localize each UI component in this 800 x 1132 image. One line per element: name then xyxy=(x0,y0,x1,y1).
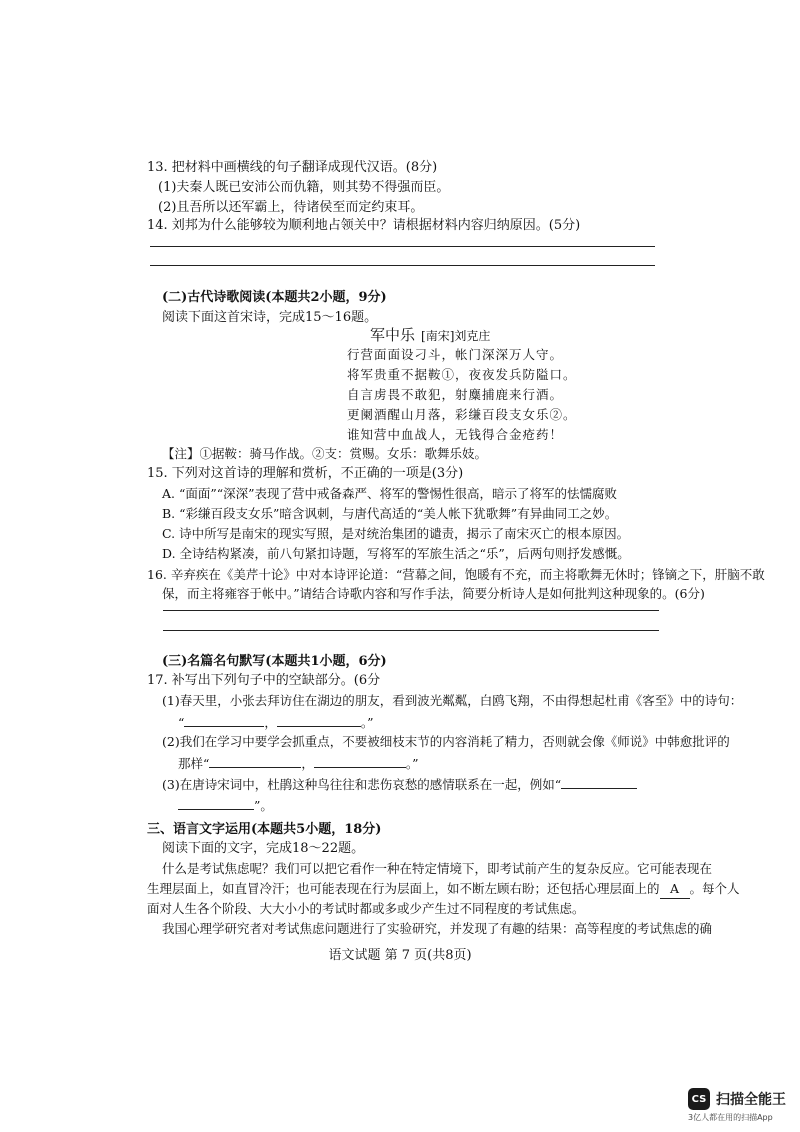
scanner-app-name: 扫描全能王 xyxy=(716,1092,786,1108)
passage-line: 什么是考试焦虑呢？我们可以把它看作一种在特定情境下，即考试前产生的复杂反应。它可能表现在 xyxy=(162,861,713,876)
answer-line xyxy=(150,265,655,266)
section2-title: (二)古代诗歌阅读(本题共2小题，9分) xyxy=(162,290,387,305)
poem-line: 行营面面设刁斗，帐门深深万人守。 xyxy=(347,347,564,362)
open-quote: “ xyxy=(178,715,185,730)
q17-part3-text: (3)在唐诗宋词中，杜鹃这种鸟往往和悲伤哀愁的感情联系在一起，例如“ xyxy=(162,777,562,792)
scanner-logo xyxy=(688,1086,786,1112)
scanner-tagline: 3亿人都在用的扫描App xyxy=(688,1113,773,1122)
q13-stem: 13. 把材料中画横线的句子翻译成现代汉语。(8分) xyxy=(147,160,438,175)
blank-field[interactable] xyxy=(209,754,301,768)
part3-title: 三、语言文字运用(本题共5小题，18分) xyxy=(147,822,382,837)
poem-line: 将军贵重不据鞍①，夜夜发兵防隘口。 xyxy=(347,367,577,382)
section3-title: (三)名篇名句默写(本题共1小题，6分) xyxy=(162,654,387,669)
poem-title-text: 军中乐 xyxy=(370,326,416,344)
blank-a: A xyxy=(660,880,690,899)
blank-field[interactable] xyxy=(314,754,406,768)
blank-field[interactable] xyxy=(561,775,637,789)
q15-option-d: D. 全诗结构紧凑，前八句紧扣诗题，写将军的军旅生活之“乐”，后两句则抒发感慨。 xyxy=(162,546,630,561)
q17-part1: (1)春天里，小张去拜访住在湖边的朋友，看到波光粼粼，白鸥飞翔，不由得想起杜甫《客至》中的诗句： xyxy=(162,693,743,708)
part3-intro: 阅读下面的文字，完成18～22题。 xyxy=(162,841,365,856)
q17-part3 xyxy=(162,775,637,794)
q17-part1-blanks xyxy=(178,713,374,732)
poem-line: 自言虏畏不敢犯，射麋捕鹿来行酒。 xyxy=(347,387,564,402)
answer-line xyxy=(163,630,659,631)
q15-stem: 15. 下列对这首诗的理解和赏析，不正确的一项是(3分) xyxy=(147,466,464,481)
q16-line-1: 16. 辛弃疾在《美芹十论》中对本诗评论道：“营幕之间，饱暖有不充，而主将歌舞无休时；锋镝之下，肝脑不敢 xyxy=(147,567,765,582)
poem-note: 【注】①据鞍：骑马作战。②支：赏赐。女乐：歌舞乐妓。 xyxy=(162,446,488,461)
q15-option-b: B. “彩缣百段支女乐”暗含讽刺，与唐代高适的“美人帐下犹歌舞”有异曲同工之妙。 xyxy=(162,506,618,521)
q13-sentence-1: (1)夫秦人既已安沛公而仇籍，则其势不得强而臣。 xyxy=(158,180,450,195)
q15-option-c: C. 诗中所写是南宋的现实写照，是对统治集团的谴责，揭示了南宋灭亡的根本原因。 xyxy=(162,526,630,541)
q17-part2-blanks xyxy=(178,754,419,773)
q16-line-2: 保，而主将雍容于帐中。”请结合诗歌内容和写作手法，简要分析诗人是如何批判这种现象的。(6分) xyxy=(162,586,705,601)
q15-option-a: A. “面面”“深深”表现了营中戒备森严、将军的警惕性很高，暗示了将军的怯懦腐败 xyxy=(162,486,618,501)
cs-logo-icon: CS xyxy=(688,1088,710,1110)
quote-end: ”。 xyxy=(254,798,273,813)
passage-text: 生理层面上，如直冒冷汗；也可能表现在行为层面上，如不断左顾右盼；还包括心理层面上的 xyxy=(147,881,660,896)
section2-intro: 阅读下面这首宋诗，完成15～16题。 xyxy=(162,310,378,325)
comma: ， xyxy=(264,715,277,730)
q17-part3-blanks xyxy=(178,796,273,815)
passage-line: 面对人生各个阶段、大大小小的考试时都或多或少产生过不同程度的考试焦虑。 xyxy=(147,901,585,916)
poem-line: 谁知营中血战人，无钱得合金疮药！ xyxy=(347,427,564,442)
close-quote: 。” xyxy=(360,715,374,730)
answer-line xyxy=(150,246,655,247)
page-footer: 语文试题 第 7 页(共8页) xyxy=(328,948,472,963)
q17-part2: (2)我们在学习中要学会抓重点，不要被细枝末节的内容消耗了精力，否则就会像《师说》中韩愈批评的 xyxy=(162,734,730,749)
blank-field[interactable] xyxy=(184,713,264,727)
q14-stem: 14. 刘邦为什么能够较为顺利地占领关中？请根据材料内容归纳原因。(5分) xyxy=(147,218,581,233)
answer-line xyxy=(163,610,659,611)
blank-field[interactable] xyxy=(178,796,254,810)
poem-author: [南宋]刘克庄 xyxy=(421,329,491,343)
close-quote: 。” xyxy=(405,756,419,771)
blank-field[interactable] xyxy=(277,713,361,727)
passage-line xyxy=(147,880,740,899)
passage-text: 。每个人 xyxy=(689,881,740,896)
passage-line: 我国心理学研究者对考试焦虑问题进行了实验研究，并发现了有趣的结果：高等程度的考试焦虑的确 xyxy=(162,921,713,936)
poem-line: 更阑酒醒山月落，彩缣百段支女乐②。 xyxy=(347,407,577,422)
quote-prefix: 那样“ xyxy=(178,756,210,771)
q13-sentence-2: (2)且吾所以还军霸上，待诸侯至而定约束耳。 xyxy=(158,200,424,215)
q17-stem: 17. 补写出下列句子中的空缺部分。(6分 xyxy=(147,673,381,688)
poem-title xyxy=(370,326,490,345)
comma: ， xyxy=(301,756,314,771)
